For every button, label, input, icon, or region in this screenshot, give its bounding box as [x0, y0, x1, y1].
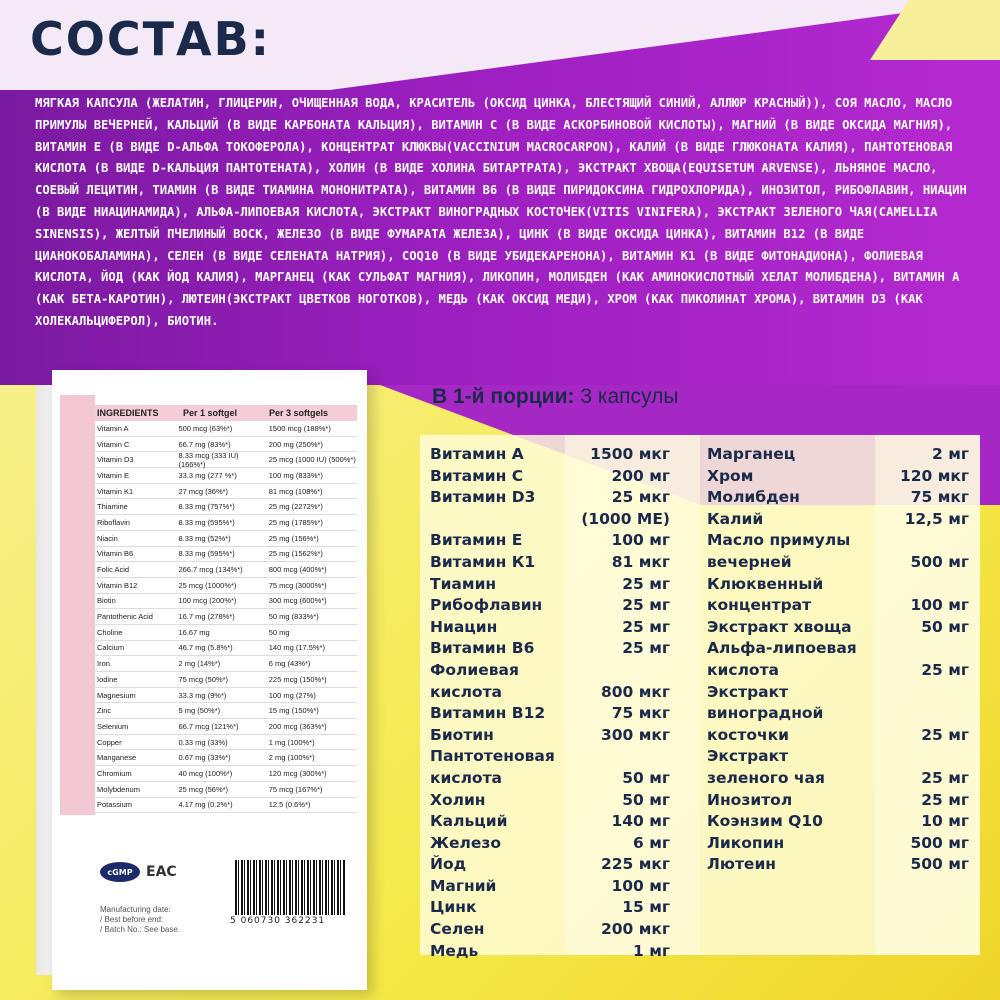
nutrient-amount: 120 мкг [899, 466, 969, 485]
nutrient-row [430, 725, 670, 747]
nutrient-name: Ниацин [430, 617, 498, 636]
nutrient-row [430, 487, 670, 509]
nutrient-amount: 800 мкг [600, 682, 670, 701]
ingredient-cell: 81 mcg (108%*) [268, 486, 323, 496]
nutrient-name: Инозитол [707, 790, 793, 809]
manufacturing-line: / Batch No.: See base. [100, 925, 181, 934]
nutrient-amount: 25 мг [622, 574, 670, 593]
ingredient-row [95, 750, 357, 766]
ingredient-cell: 300 mcg (600%*) [268, 596, 327, 606]
nutrient-row [430, 854, 670, 876]
nutrient-amount: 300 мкг [600, 725, 670, 744]
nutrient-row [707, 811, 969, 833]
ingredient-cell: Niacin [97, 533, 118, 543]
nutrient-name: Калий [707, 509, 764, 528]
ingredients-header-per1: Per 1 softgel [183, 408, 238, 418]
nutrient-row [430, 552, 670, 574]
nutrient-amount: 140 мг [611, 812, 670, 831]
nutrient-row [707, 552, 969, 574]
nutrient-name: Коэнзим Q10 [707, 812, 823, 831]
ingredient-row [95, 782, 357, 798]
ingredient-row [95, 531, 357, 547]
nutrient-amount: (1000 МЕ) [581, 509, 670, 528]
nutrient-amount: 100 мг [611, 876, 670, 895]
ingredient-cell: 66.7 mg (83%*) [178, 439, 231, 449]
ingredient-cell: 25 mcg (56%*) [178, 784, 229, 794]
nutrient-name: Марганец [707, 445, 796, 463]
ingredient-row [95, 499, 357, 515]
ingredient-cell: 8.33 mg (595%*) [178, 549, 235, 559]
ingredient-row [95, 594, 357, 610]
nutrient-amount: 50 мг [622, 768, 670, 787]
nutrient-row [430, 574, 670, 596]
cgmp-logo: cGMP [100, 862, 140, 882]
nutrient-amount: 25 мкг [611, 488, 670, 507]
ingredient-cell: 75 mcg (3000%*) [268, 580, 327, 590]
nutrient-name: концентрат [707, 596, 812, 615]
ingredient-cell: Riboflavin [97, 517, 130, 527]
nutrient-name: Фолиевая [430, 660, 519, 679]
ingredient-cell: 0.33 mg (33%) [178, 737, 228, 747]
nutrient-row [707, 768, 969, 790]
nutrient-name: Хром [707, 466, 754, 485]
nutrient-amount: 50 мг [921, 617, 969, 636]
ingredient-cell: 33.3 mg (277 %*) [178, 470, 237, 480]
nutrient-name: Йод [430, 855, 467, 874]
ingredient-cell: Iodine [97, 674, 118, 684]
nutrient-row [430, 768, 670, 790]
ingredient-cell: 75 mcg (50%*) [178, 674, 229, 684]
nutrient-row [430, 638, 670, 660]
nutrient-name: Биотин [430, 725, 494, 744]
ingredient-cell: Molybdenum [97, 784, 140, 794]
barcode [235, 860, 345, 915]
nutrient-amount: 500 мг [910, 833, 969, 852]
ingredient-cell: 8.33 mg (595%*) [178, 517, 235, 527]
nutrient-amount: 1500 мкг [590, 445, 670, 463]
nutrient-name: Экстракт [707, 747, 789, 766]
ingredient-cell: Vitamin A [97, 423, 129, 433]
nutrient-row [707, 725, 969, 747]
nutrient-name: Альфа-липоевая [707, 639, 857, 658]
ingredient-cell: 6 mg (43%*) [268, 659, 311, 669]
ingredients-header-per3: Per 3 softgels [269, 408, 329, 418]
nutrient-row [707, 660, 969, 682]
nutrient-row [707, 638, 969, 660]
ingredient-cell: 12.5 (0.6%*) [268, 800, 311, 810]
nutrient-name: Кальций [430, 812, 508, 831]
ingredient-cell: 40 mcg (100%*) [178, 768, 233, 778]
nutrient-name: Цинк [430, 898, 477, 917]
ingredient-cell: Chromium [97, 768, 132, 778]
ingredients-header [95, 405, 357, 421]
nutrient-row [707, 790, 969, 812]
ingredient-row [95, 798, 357, 814]
ingredients-table [95, 405, 357, 813]
nutrient-amount: 25 мг [622, 596, 670, 615]
ingredient-cell: 800 mcg (400%*) [268, 565, 327, 575]
nutrient-amount: 75 мкг [611, 704, 670, 723]
ingredient-cell: 15 mg (150%*) [268, 706, 319, 716]
ingredient-cell: 25 mcg (1000 IU) (500%*) [268, 455, 356, 465]
ingredient-cell: 75 mcg (167%*) [268, 784, 323, 794]
ingredient-row [95, 609, 357, 625]
nutrient-row [430, 919, 670, 941]
certification-logos [100, 862, 177, 882]
nutrient-row [430, 509, 670, 531]
serving-size [432, 385, 678, 409]
ingredient-row [95, 688, 357, 704]
nutrient-row [430, 466, 670, 488]
nutrient-amount: 81 мкг [611, 552, 670, 571]
ingredient-cell: Zinc [97, 706, 112, 716]
ingredient-row [95, 656, 357, 672]
ingredient-cell: Magnesium [97, 690, 136, 700]
nutrient-row [707, 595, 969, 617]
ingredient-row [95, 547, 357, 563]
nutrient-name: Холин [430, 790, 486, 809]
nutrient-row [707, 444, 969, 466]
ingredient-cell: 50 mg (833%*) [268, 612, 319, 622]
ingredient-cell: Selenium [97, 721, 129, 731]
nutrient-row [430, 595, 670, 617]
ingredient-cell: 2 mg (14%*) [178, 659, 221, 669]
nutrient-amount: 25 мг [622, 639, 670, 658]
ingredient-cell: 100 mcg (200%*) [178, 596, 237, 606]
nutrient-name: вечерней [707, 552, 792, 571]
ingredient-row [95, 484, 357, 500]
ingredient-cell: Vitamin B6 [97, 549, 134, 559]
ingredient-cell: 1500 mcg (188%*) [268, 423, 331, 433]
page-title: СОСТАВ: [30, 12, 272, 66]
nutrient-name: Витамин К1 [430, 552, 536, 571]
nutrient-amount: 225 мкг [600, 855, 670, 874]
nutrient-name: Экстракт [707, 682, 789, 701]
nutrient-name: Рибофлавин [430, 596, 543, 615]
nutrient-amount: 200 мг [611, 466, 670, 485]
barcode-number: 5 060730 362231 [230, 916, 326, 926]
ingredient-row [95, 719, 357, 735]
nutrient-name: Клюквенный [707, 574, 824, 593]
ingredient-cell: Biotin [97, 596, 116, 606]
ingredient-cell: 100 mg (833%*) [268, 470, 323, 480]
composition-text: МЯГКАЯ КАПСУЛА (ЖЕЛАТИН, ГЛИЦЕРИН, ОЧИЩЕННАЯ ВОДА, КРАСИТЕЛЬ (ОКСИД ЦИНКА, БЛЕСТЯЩИЙ СИНИЙ, АЛЛЮР КРАСНЫЙ)), СОЯ МАСЛО, МАСЛО ПРИМУЛЫ ВЕЧЕРНЕЙ, КАЛЬЦИЙ (В ВИДЕ КАРБОНАТА КАЛЬЦИЯ), ВИТАМИН С (В ВИДЕ АСКОРБИНОВОЙ КИСЛОТЫ), МАГНИЙ (В ВИДЕ ОКСИДА МАГНИЯ), ВИТАМИН Е (В ВИДЕ D-АЛЬФА ТОКОФЕРОЛА), КОНЦЕНТРАТ КЛЮКВЫ(VACCINIUM MACROCARPON), КАЛИЙ (В ВИДЕ ГЛЮКОНАТА КАЛИЯ), ПАНТОТЕНОВАЯ КИСЛОТА (В ВИДЕ D-КАЛЬЦИЯ ПАНТОТЕНАТА), ХОЛИН (В ВИДЕ ХОЛИНА БИТАРТРАТА), ЭКСТРАКТ ХВОЩА(EQUISETUM ARVENSE), ЛЬНЯНОЕ МАСЛО, СОЕВЫЙ ЛЕЦИТИН, ТИАМИН (В ВИДЕ ТИАМИНА МОНОНИТРАТА), ВИТАМИН B6 (В ВИДЕ ПИРИДОКСИНА ГИДРОХЛОРИДА), ИНОЗИТОЛ, РИБОФЛАВИН, НИАЦИН (В ВИДЕ НИАЦИНАМИДА), АЛЬФА-ЛИПОЕВАЯ КИСЛОТА, ЭКСТРАКТ ВИНОГРАДНЫХ КОСТОЧЕК(VITIS VINIFERA), ЭКСТРАКТ ЗЕЛЕНОГО ЧАЯ(CAMELLIA SINENSIS), ЖЕЛТЫЙ ПЧЕЛИНЫЙ ВОСК, ЖЕЛЕЗО (В ВИДЕ ФУМАРАТА ЖЕЛЕЗА), ЦИНК (В ВИДЕ ОКСИДА ЦИНКА), ВИТАМИН B12 (В ВИДЕ ЦИАНОКОБАЛАМИНА), СЕЛЕН (В ВИДЕ СЕЛЕНАТА НАТРИЯ), COQ10 (В ВИДЕ УБИДЕКАРЕНОНА), ВИТАМИН K1 (В ВИДЕ ФИТОНАДИОНА), ФОЛИЕВАЯ КИСЛОТА, ЙОД (КАК ЙОД КАЛИЯ), МАРГАНЕЦ (КАК СУЛЬФАТ МАГНИЯ), ЛИКОПИН, МОЛИБДЕН (КАК АМИНОКИСЛОТНЫЙ ХЕЛАТ МОЛИБДЕНА), ВИТАМИН А (КАК БЕТА-КАРОТИН), ЛЮТЕИН(ЭКСТРАКТ ЦВЕТКОВ НОГОТКОВ), МЕДЬ (КАК ОКСИД МЕДИ), ХРОМ (КАК ПИКОЛИНАТ ХРОМА), ВИТАМИН D3 (КАК ХОЛЕКАЛЬЦИФЕРОЛ), БИОТИН. [35, 96, 967, 328]
ingredient-cell: 140 mg (17.5%*) [268, 643, 326, 653]
nutrient-row [707, 854, 969, 876]
ingredients-header-name: INGREDIENTS [97, 408, 159, 418]
nutrition-right-column [707, 444, 969, 876]
nutrient-amount: 25 мг [921, 768, 969, 787]
nutrient-row [707, 703, 969, 725]
nutrient-amount: 25 мг [921, 790, 969, 809]
nutrient-amount: 100 мг [910, 596, 969, 615]
nutrient-amount: 6 мг [633, 833, 670, 852]
ingredient-cell: Vitamin D3 [97, 455, 134, 465]
nutrient-name: кислота [430, 768, 503, 787]
nutrient-name: Витамин В6 [430, 639, 535, 658]
ingredient-cell: 33.3 mg (9%*) [178, 690, 227, 700]
ingredient-cell: 100 mg (27%) [268, 690, 316, 700]
nutrient-name: кислота [430, 682, 503, 701]
ingredient-row [95, 703, 357, 719]
nutrient-name: Витамин D3 [430, 488, 536, 507]
nutrient-name: Железо [430, 833, 502, 852]
nutrient-row [430, 444, 670, 466]
nutrient-amount: 15 мг [622, 898, 670, 917]
ingredient-cell: Iron [97, 659, 110, 669]
manufacturing-line: Manufacturing date: [100, 905, 171, 914]
manufacturing-info [100, 905, 180, 935]
ingredient-row [95, 735, 357, 751]
nutrient-name: Медь [430, 941, 479, 960]
ingredient-cell: 27 mcg (36%*) [178, 486, 229, 496]
ingredient-cell: Vitamin C [97, 439, 130, 449]
nutrient-amount: 500 мг [910, 855, 969, 874]
nutrient-row [707, 682, 969, 704]
nutrient-amount: 2 мг [932, 445, 969, 463]
ingredient-cell: 225 mcg (150%*) [268, 674, 327, 684]
ingredient-cell: Calcium [97, 643, 125, 653]
nutrient-amount: 25 мг [622, 617, 670, 636]
ingredient-row [95, 421, 357, 437]
nutrient-amount: 12,5 мг [904, 509, 969, 528]
nutrient-row [707, 466, 969, 488]
nutrient-name: Масло примулы [707, 531, 851, 550]
nutrient-name: зеленого чая [707, 768, 825, 787]
ingredient-cell: 8.33 mg (52%*) [178, 533, 231, 543]
serving-value: 3 капсулы [580, 385, 679, 408]
nutrient-amount: 25 мг [921, 725, 969, 744]
ingredient-cell: 16.67 mg [178, 627, 210, 637]
ingredient-cell: 1 mg (100%*) [268, 737, 315, 747]
nutrient-row [430, 682, 670, 704]
nutrient-name: Тиамин [430, 574, 497, 593]
nutrient-row [707, 509, 969, 531]
eac-logo: EAC [146, 864, 177, 880]
ingredient-row [95, 468, 357, 484]
ingredient-row [95, 641, 357, 657]
ingredient-cell: 25 mg (156%*) [268, 533, 319, 543]
nutrient-name: Витамин В12 [430, 704, 546, 723]
nutrition-left-column [430, 444, 670, 962]
nutrient-name: косточки [707, 725, 790, 744]
ingredient-cell: 8.33 mcg (333 IU) (166%*) [178, 450, 239, 469]
nutrient-name: Лютеин [707, 855, 777, 874]
ingredient-cell: 25 mg (2272%*) [268, 502, 323, 512]
nutrient-amount: 75 мкг [910, 488, 969, 507]
nutrient-name: кислота [707, 660, 780, 679]
ingredient-cell: 0.67 mg (33%*) [178, 753, 231, 763]
nutrient-row [707, 487, 969, 509]
nutrient-row [430, 617, 670, 639]
ingredient-row [95, 766, 357, 782]
ingredient-cell: 25 mg (1785%*) [268, 517, 323, 527]
manufacturing-line: / Best before end: [100, 915, 164, 924]
nutrient-name: Молибден [707, 488, 800, 507]
ingredient-cell: Thiamine [97, 502, 128, 512]
ingredient-cell: Vitamin B12 [97, 580, 138, 590]
nutrient-amount: 200 мкг [600, 920, 670, 939]
nutrient-name: Витамин А [430, 445, 524, 463]
ingredient-row [95, 562, 357, 578]
nutrient-amount: 1 мг [633, 941, 670, 960]
ingredient-cell: 46.7 mg (5.8%*) [178, 643, 233, 653]
nutrient-row [430, 790, 670, 812]
nutrient-amount: 10 мг [921, 812, 969, 831]
nutrient-name: Магний [430, 876, 497, 895]
ingredient-row [95, 515, 357, 531]
ingredient-cell: 4.17 mg (0.2%*) [178, 800, 233, 810]
nutrient-name: Витамин С [430, 466, 524, 485]
ingredient-cell: Vitamin E [97, 470, 129, 480]
ingredient-cell: 200 mg (250%*) [268, 439, 323, 449]
ingredient-cell: Choline [97, 627, 123, 637]
nutrient-name: Витамин Е [430, 531, 523, 550]
ingredient-cell: 5 mg (50%*) [178, 706, 221, 716]
nutrient-row [707, 574, 969, 596]
nutrient-row [430, 746, 670, 768]
ingredient-cell: 16.7 mg (278%*) [178, 612, 235, 622]
package-stripe [60, 395, 95, 815]
nutrient-name: Ликопин [707, 833, 785, 852]
ingredient-cell: 500 mcg (63%*) [178, 423, 233, 433]
nutrient-row [430, 941, 670, 963]
nutrient-name: виноградной [707, 704, 824, 723]
nutrient-row [707, 746, 969, 768]
ingredient-row [95, 672, 357, 688]
ingredient-cell: 25 mcg (1000%*) [178, 580, 237, 590]
nutrient-row [430, 897, 670, 919]
ingredient-cell: 120 mcg (300%*) [268, 768, 327, 778]
nutrient-amount: 500 мг [910, 552, 969, 571]
ingredient-row [95, 625, 357, 641]
ingredient-cell: 8.33 mg (757%*) [178, 502, 235, 512]
serving-label: В 1-й порции: [432, 385, 575, 408]
ingredient-cell: 266.7 mcg (134%*) [178, 565, 243, 575]
nutrient-amount: 50 мг [622, 790, 670, 809]
ingredient-row [95, 578, 357, 594]
nutrient-row [430, 530, 670, 552]
ingredient-cell: 2 mg (100%*) [268, 753, 315, 763]
ingredient-cell: Pantothenic Acid [97, 612, 153, 622]
nutrient-row [707, 617, 969, 639]
ingredient-cell: 25 mg (1562%*) [268, 549, 323, 559]
ingredient-cell: 200 mcg (363%*) [268, 721, 327, 731]
nutrient-row [430, 833, 670, 855]
ingredient-cell: 66.7 mcg (121%*) [178, 721, 239, 731]
ingredient-row [95, 452, 357, 468]
ingredient-cell: Potassium [97, 800, 133, 810]
ingredient-cell: Manganese [97, 753, 137, 763]
ingredient-cell: Copper [97, 737, 122, 747]
ingredient-cell: 50 mg [268, 627, 290, 637]
nutrient-row [707, 833, 969, 855]
nutrient-row [430, 660, 670, 682]
ingredient-cell: Vitamin K1 [97, 486, 134, 496]
nutrient-name: Экстракт хвоща [707, 617, 852, 636]
nutrient-amount: 100 мг [611, 531, 670, 550]
nutrient-row [707, 530, 969, 552]
nutrient-name: Пантотеновая [430, 747, 555, 766]
nutrient-row [430, 876, 670, 898]
nutrient-name: Селен [430, 920, 485, 939]
nutrient-row [430, 703, 670, 725]
ingredient-cell: Folic Acid [97, 565, 130, 575]
nutrient-amount: 25 мг [921, 660, 969, 679]
nutrient-row [430, 811, 670, 833]
